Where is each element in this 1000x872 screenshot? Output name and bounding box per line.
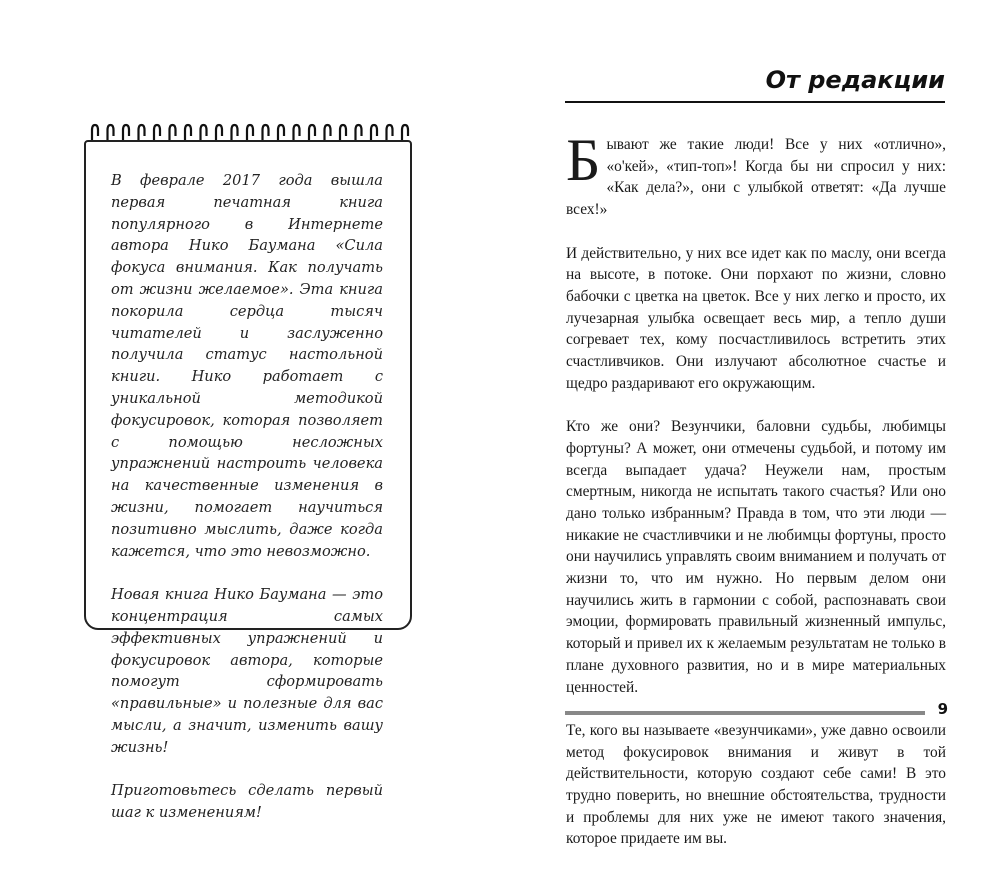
- notepad-paragraph-2: Новая книга Нико Баумана — это концентрация самых эффективных упражнений и фокусировок автора, которые помогут сформировать «правильные» и полезные для вас мысли, а значит, изменить вашу жизнь!: [111, 586, 383, 756]
- notepad-paragraph-3: Приготовьтесь сделать первый шаг к изменениям!: [111, 782, 383, 822]
- notepad-text: [111, 170, 383, 846]
- section-title: От редакции: [765, 66, 945, 94]
- body-text: [566, 127, 946, 872]
- body-paragraph-2: И действительно, у них все идет как по маслу, они всегда на высоте, в потоке. Они порхают по жизни, словно бабочки с цветка на цветок. Все у них легко и просто, их лучезарная улыбка освещает весь мир, а тепло души согревает тех, кому посчастливилось встретить этих счастливчиков. Они излучают абсолютное счастье и щедро раздаривают его окружающим.: [566, 244, 946, 392]
- page-number: 9: [937, 700, 948, 718]
- notepad-paragraph-1: В феврале 2017 года вышла первая печатная книга популярного в Интернете автора Нико Баумана «Сила фокуса внимания. Как получать от жизни желаемое». Эта книга покорила сердца тысяч читателей и заслуженно получила статус настольной книги. Нико работает с уникальной методикой фокусировок, которая позволяет с помощью несложных упражнений настроить человека на качественные изменения в жизни, помогает научиться позитивно мыслить, даже когда кажется, что это невозможно.: [111, 172, 383, 560]
- drop-cap: Б: [566, 127, 601, 193]
- footer-rule: [565, 711, 925, 715]
- first-paragraph-text: ывают же такие люди! Все у них «отлично», «о'кей», «тип-топ»! Когда бы ни спросил у них: «Как дела?», они с улыбкой ответят: «Да лучше всех!»: [566, 136, 946, 219]
- body-paragraph-4: Те, кого вы называете «везунчиками», уже давно освоили метод фокусировок внимания и живут в той действительности, которую создают себе сами! В это трудно поверить, но внешние обстоятельства, трудности и проблемы для них уже не имеют такого значения, которое придаете им вы.: [566, 721, 946, 848]
- body-paragraph-3: Кто же они? Везунчики, баловни судьбы, любимцы фортуны? А может, они отмечены судьбой, и потому им всегда выпадает удача? Неужели нам, простым смертным, никогда не испытать такого счастья? Или оно дано только избранным? Правда в том, что эти люди — никакие не счастливчики и не любимцы фортуны, просто они научились управлять своим вниманием и получать от жизни то, что им нужно. Но первым делом они научились жить в гармонии с собой, распознавать свои эмоции, формировать правильный жизненный импульс, который и привел их к желаемым результатам не только в плане духовного развития, но и в мире материальных ценностей.: [566, 418, 946, 696]
- body-paragraph-1: [566, 127, 946, 221]
- title-rule: [565, 101, 945, 103]
